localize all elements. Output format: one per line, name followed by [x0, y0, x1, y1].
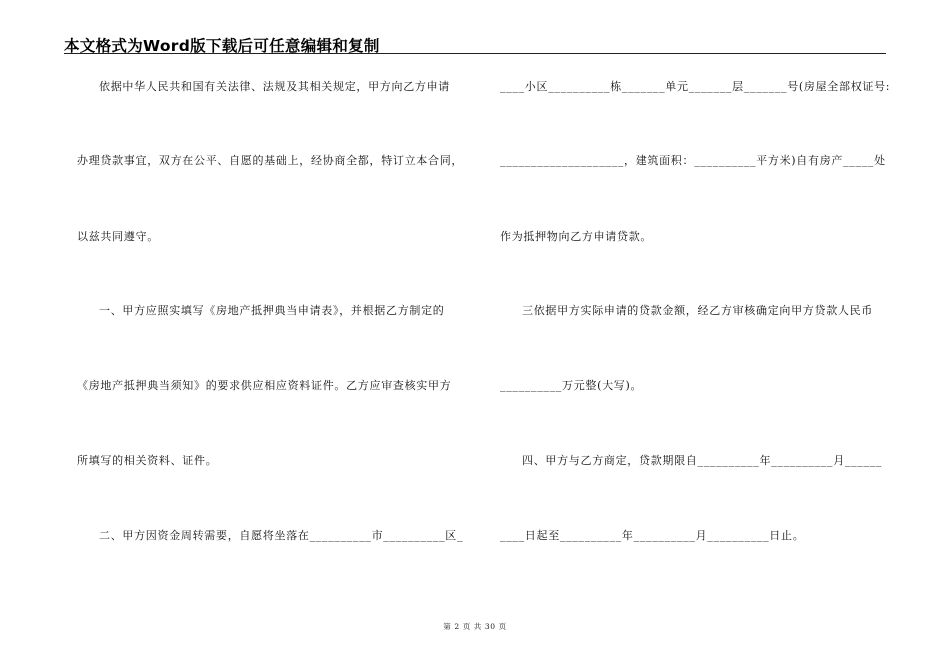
paragraph-line: 三依据甲方实际申请的贷款金额，经乙方审核确定向甲方贷款人民币	[522, 304, 873, 317]
paragraph-line: 四、甲方与乙方商定，贷款期限自__________年__________月______	[522, 454, 883, 467]
paragraph-line: ____日起至__________年__________月__________日止。	[500, 529, 805, 542]
right-text-column	[500, 0, 892, 672]
page-number-footer: 第 2 页 共 30 页	[443, 622, 507, 631]
paragraph-line: 《房地产抵押典当须知》的要求供应相应资料证件。乙方应审查核实甲方	[77, 379, 452, 392]
paragraph-line: __________万元整(大写)。	[500, 379, 643, 392]
document-header-title: 本文格式为Word版下载后可任意编辑和复制	[64, 37, 380, 55]
paragraph-line: 以兹共同遵守。	[77, 230, 159, 243]
paragraph-line: 作为抵押物向乙方申请贷款。	[500, 230, 653, 243]
paragraph-line: 二、甲方因资金周转需要，自愿将坐落在__________市__________区_	[99, 529, 464, 542]
paragraph-line: 一、甲方应照实填写《房地产抵押典当申请表》，并根据乙方制定的	[99, 304, 445, 317]
paragraph-line: 办理贷款事宜，双方在公平、自愿的基础上，经协商全都，特订立本合同，	[77, 154, 464, 167]
paragraph-line: ____________________，建筑面积：__________平方米)自有房产_____处	[500, 154, 886, 167]
paragraph-line: 所填写的相关资料、证件。	[77, 454, 218, 467]
paragraph-line: ____小区__________栋_______单元_______层_______号(房屋全部权证号:	[500, 80, 891, 93]
left-text-column	[77, 0, 469, 672]
paragraph-line: 依据中华人民共和国有关法律、法规及其相关规定，甲方向乙方申请	[99, 80, 450, 93]
